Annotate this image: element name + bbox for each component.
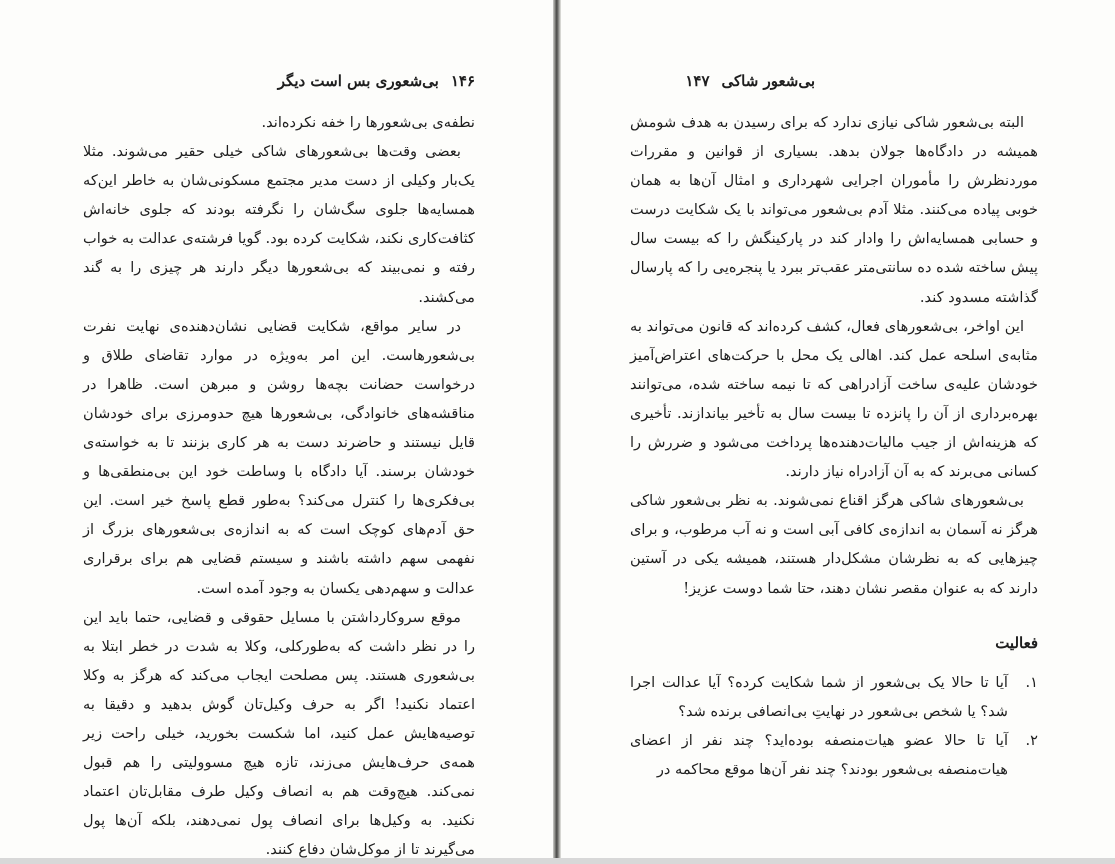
- right-page-body: [630, 108, 1038, 784]
- activity-item: [630, 668, 1038, 726]
- right-page-header: [685, 72, 815, 90]
- right-paragraph-2: این اواخر، بی‌شعورهای فعال، کشف کرده‌اند که قانون می‌تواند به مثابه‌ی اسلحه عمل کند. اهالی یک محل با حرکت‌های اعتراض‌آمیز خودشان علیه‌ی ساخت آزادراهی که تا نیمه ساخته شده، می‌توانند بهره‌برداری از آن را پانزده تا بیست سال به تأخیر بیاندازند. تأخیری که هزینه‌اش از جیب مالیات‌دهنده‌ها پرداخت می‌شود و ضررش را کسانی می‌برند که به آن آزادراه نیاز دارند.: [630, 317, 1038, 481]
- left-paragraph-2: بعضی وقت‌ها بی‌شعورهای شاکی خیلی حقیر می‌شوند. مثلا یک‌بار وکیلی از دست مدیر مجتمع مسکونی‌شان به خاطر این‌که همسایه‌ها جلوی سگ‌شان را نگرفته بودند که جلوی خانه‌اش کثافت‌کاری نکند، شکایت کرده بود. گویا فرشته‌ی عدالت به خواب رفته و نمی‌بیند که بی‌شعورها دیگر دارند هر چیزی را به گند می‌کشند.: [83, 143, 475, 306]
- activity-item-text: آیا تا حالا یک بی‌شعور از شما شکایت کرده؟ آیا عدالت اجرا شد؟ یا شخص بی‌شعور در نهایتِ بی‌انصافی برنده شد؟: [630, 673, 1008, 720]
- activity-heading: فعالیت: [995, 633, 1038, 652]
- right-paragraph-3: بی‌شعورهای شاکی هرگز اقناع نمی‌شوند. به نظر بی‌شعور شاکی هرگز نه آسمان به اندازه‌ی کافی آبی است و نه آب مرطوب، و برای چیزهایی که به نظرشان مشکل‌دار هستند، همیشه یکی در آستین دارند که به عنوان مقصر نشان دهند، حتا شما دوست عزیز!: [630, 492, 1039, 597]
- left-running-title: بی‌شعوری بس است دیگر: [277, 72, 439, 90]
- right-page-number: ۱۴۷: [685, 72, 710, 90]
- left-page: [0, 0, 553, 858]
- book-gutter: [553, 0, 561, 858]
- left-page-number: ۱۴۶: [450, 72, 475, 90]
- right-paragraph-1: البته بی‌شعور شاکی نیازی ندارد که برای رسیدن به هدف شومش همیشه در دادگاه‌ها جولان بدهد. بسیاری از قوانین و مقررات موردنظرش را مأموران اجرایی شهرداری و امثال آن‌ها به همان خوبی پیاده می‌کنند. مثلا آدم بی‌شعور می‌تواند با یک شکایت درست و حسابی همسایه‌اش را وادار کند در پارکینگش را که بیست سال پیش ساخته شده ده سانتی‌متر عقب‌تر ببرد یا پنجره‌یی را که پارسال گذاشته مسدود کند.: [630, 114, 1038, 306]
- activity-item-number: ۱.: [1025, 673, 1038, 691]
- left-page-body: [83, 108, 475, 864]
- activity-item-number: ۲.: [1025, 731, 1038, 749]
- right-page: [561, 0, 1115, 858]
- activity-list: [630, 668, 1038, 784]
- left-paragraph-1: نطفه‌ی بی‌شعورها را خفه نکرده‌اند.: [261, 114, 475, 131]
- activity-item-text: آیا تا حالا عضو هیات‌منصفه بوده‌اید؟ چند نفر از اعضای هیات‌منصفه بی‌شعور بودند؟ چند نفر آن‌ها موقع محاکمه در: [630, 731, 1008, 778]
- right-running-title: بی‌شعور شاکی: [721, 72, 815, 90]
- left-paragraph-3: در سایر مواقع، شکایت قضایی نشان‌دهنده‌ی نهایت نفرت بی‌شعورهاست. این امر به‌ویژه در موارد تقاضای طلاق و درخواست حضانت بچه‌ها روشن و مبرهن است. ظاهرا در مناقشه‌های خانوادگی، بی‌شعورها هیچ حدومرزی برای خودشان قایل نیستند و حاضرند دست به هر کاری بزنند تا به خواسته‌ی خودشان برسند. آیا دادگاه با وساطت خود این بی‌منطقی‌ها و بی‌فکری‌ها را کنترل می‌کند؟ به‌طور قطع پاسخ خیر است. این حق آدم‌های کوچک است که به اندازه‌ی بی‌شعورهای بزرگ از نفهمی سهم داشته باشند و سیستم قضایی هم برای برقراری عدالت و سهم‌دهی یکسان به وجود آمده است.: [83, 317, 475, 597]
- left-page-header: [278, 72, 475, 90]
- activity-item: [630, 726, 1038, 784]
- left-paragraph-4: موقع سروکارداشتن با مسایل حقوقی و قضایی، حتما باید این را در نظر داشت که به‌طورکلی، وکلا به شدت در خطر ابتلا به بی‌شعوری هستند. پس مصلحت ایجاب می‌کند که هرگز به وکلا اعتماد نکنید! اگر به حرف وکیل‌تان گوش بدهید و دقیقا به توصیه‌هایش عمل کنید، اما شکست بخورید، خیلی راحت زیر همه‌ی حرف‌هایش می‌زند، تازه هیچ مسوولیتی را هم قبول نمی‌کند. هیچ‌وقت هم به انصاف وکیل طرف مقابل‌تان اعتماد نکنید. به وکیل‌ها برای انصاف پول نمی‌دهند، بلکه آن‌ها پول می‌گیرند تا از موکل‌شان دفاع کنند.: [83, 608, 475, 859]
